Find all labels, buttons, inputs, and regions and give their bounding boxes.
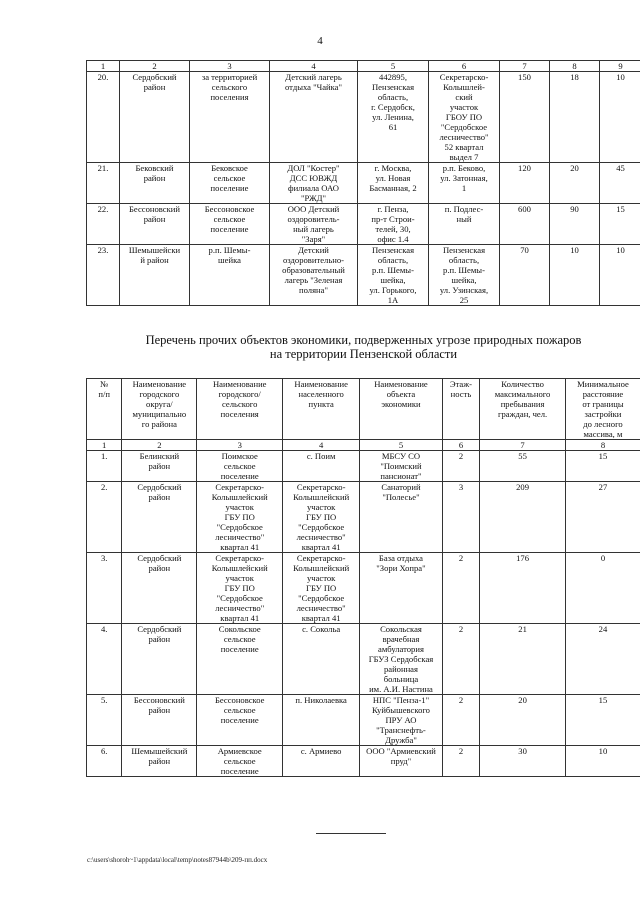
column-header: № п/п [87, 379, 122, 440]
table-cell: 2. [87, 482, 122, 553]
column-number: 3 [190, 61, 270, 72]
table-cell: 2 [442, 746, 480, 777]
table-row [87, 695, 640, 746]
column-number: 1 [87, 440, 122, 451]
table-cell: Секретарско- Колышлейский участок ГБУ ПО "Сердобское лесничество" квартал 41 [197, 482, 283, 553]
column-number: 8 [565, 440, 640, 451]
table-cell: 20. [87, 72, 120, 163]
column-number: 6 [429, 61, 500, 72]
table-cell: с. Сокольа [283, 624, 360, 695]
column-number: 4 [283, 440, 360, 451]
table-row [87, 482, 640, 553]
table-cell: 176 [480, 553, 566, 624]
table-cell: Секретарско- Колышлейский участок ГБУ ПО "Сердобское лесничество" квартал 41 [197, 553, 283, 624]
footer-file-path: c:\users\shoroh~1\appdata\local\temp\notes87944b\209-пп.docx [87, 856, 268, 864]
column-header: Количество максимального пребывания граждан, чел. [480, 379, 566, 440]
table-cell: 70 [500, 245, 550, 306]
table-cell: 90 [550, 204, 600, 245]
table-cell: НПС "Пенза-1" Куйбышевского ПРУ АО "Транснефть- Дружба" [360, 695, 443, 746]
table-cell: 10 [600, 72, 640, 163]
column-number: 2 [122, 440, 197, 451]
footer-rule [316, 833, 386, 834]
page-number: 4 [317, 35, 323, 47]
column-number-row [87, 440, 640, 451]
table-cell: Сердобский район [122, 482, 197, 553]
economy-objects-table [86, 378, 640, 777]
table-cell: 2 [442, 695, 480, 746]
table-cell: 10 [600, 245, 640, 306]
table-row [87, 204, 640, 245]
table-cell: 55 [480, 451, 566, 482]
column-number: 1 [87, 61, 120, 72]
table-cell: Бессоновский район [122, 695, 197, 746]
table-row [87, 163, 640, 204]
table-cell: 20 [480, 695, 566, 746]
table-cell: Шемышейски й район [120, 245, 190, 306]
table-cell: 3. [87, 553, 122, 624]
table-cell: 22. [87, 204, 120, 245]
table-cell: 442895, Пензенская область, г. Сердобск, ул. Ленина, 61 [358, 72, 429, 163]
table-cell: 120 [500, 163, 550, 204]
table-cell: п. Подлес- ный [429, 204, 500, 245]
table-cell: 2 [442, 624, 480, 695]
table-cell: Детский лагерь отдыха "Чайка" [270, 72, 358, 163]
table-cell: с. Поим [283, 451, 360, 482]
table-cell: ООО Детский оздоровитель- ный лагерь "Заря" [270, 204, 358, 245]
table-cell: ДОЛ "Костер" ДСС ЮВЖД филиала ОАО "РЖД" [270, 163, 358, 204]
table-cell: МБСУ СО "Поимский пансионат" [360, 451, 443, 482]
column-number: 5 [360, 440, 443, 451]
table-cell: 5. [87, 695, 122, 746]
table-cell: Шемышейский район [122, 746, 197, 777]
table-cell: 45 [600, 163, 640, 204]
column-header: Этаж- ность [442, 379, 480, 440]
table-cell: р.п. Шемы- шейка [190, 245, 270, 306]
column-header: Наименование городского/ сельского поселения [197, 379, 283, 440]
table-cell: 15 [565, 695, 640, 746]
table-cell: Поимское сельское поселение [197, 451, 283, 482]
table-row [87, 553, 640, 624]
table-cell: 0 [565, 553, 640, 624]
table-cell: Детский оздоровительно- образовательный лагерь "Зеленая поляна" [270, 245, 358, 306]
table-cell: Секретарско- Колышлей- ский участок ГБОУ ПО "Сердобское лесничество" 52 квартал выдел 7 [429, 72, 500, 163]
table-cell: п. Николаевка [283, 695, 360, 746]
table-cell: 10 [550, 245, 600, 306]
table-cell: 20 [550, 163, 600, 204]
table-cell: р.п. Беково, ул. Затонная, 1 [429, 163, 500, 204]
table-cell: 2 [442, 553, 480, 624]
table-cell: 27 [565, 482, 640, 553]
table-cell: 600 [500, 204, 550, 245]
children-camps-table [86, 60, 640, 306]
table-cell: Сердобский район [122, 553, 197, 624]
table-cell: 150 [500, 72, 550, 163]
column-number: 4 [270, 61, 358, 72]
table-cell: 209 [480, 482, 566, 553]
table-row [87, 746, 640, 777]
table-cell: База отдыха "Зори Хопра" [360, 553, 443, 624]
table-cell: 18 [550, 72, 600, 163]
table-row [87, 72, 640, 163]
table-cell: г. Пенза, пр-т Строи- телей, 30, офис 1.4 [358, 204, 429, 245]
column-header: Наименование городского округа/ муниципально го района [122, 379, 197, 440]
column-number: 7 [480, 440, 566, 451]
table-cell: 10 [565, 746, 640, 777]
table-cell: Сокольское сельское поселение [197, 624, 283, 695]
table-cell: Пензенская область, р.п. Шемы- шейка, ул. Узинская, 25 [429, 245, 500, 306]
table-cell: Секретарско- Колышлейский участок ГБУ ПО "Сердобское лесничество" квартал 41 [283, 482, 360, 553]
table-cell: Бековское сельское поселение [190, 163, 270, 204]
table-cell: Армиевское сельское поселение [197, 746, 283, 777]
column-number: 7 [500, 61, 550, 72]
column-header: Наименование населенного пункта [283, 379, 360, 440]
header-row [87, 379, 640, 440]
column-number-row [87, 61, 640, 72]
table-cell: 23. [87, 245, 120, 306]
table-cell: 30 [480, 746, 566, 777]
table-cell: Бессоновский район [120, 204, 190, 245]
table-cell: с. Армиево [283, 746, 360, 777]
table-cell: за территорией сельского поселения [190, 72, 270, 163]
table-cell: Сокольская врачебная амбулатория ГБУЗ Сердобская районная больница им. А.И. Настина [360, 624, 443, 695]
table-cell: 1. [87, 451, 122, 482]
column-number: 8 [550, 61, 600, 72]
column-number: 5 [358, 61, 429, 72]
table-cell: 15 [600, 204, 640, 245]
column-number: 3 [197, 440, 283, 451]
table-cell: Санаторий "Полесье" [360, 482, 443, 553]
column-number: 2 [120, 61, 190, 72]
table-cell: 21 [480, 624, 566, 695]
table-cell: ООО "Армиевский пруд" [360, 746, 443, 777]
column-header: Минимальное расстояние от границы застройки до лесного массива, м [565, 379, 640, 440]
table-cell: г. Москва, ул. Новая Басманная, 2 [358, 163, 429, 204]
table-cell: 4. [87, 624, 122, 695]
column-header: Наименование объекта экономики [360, 379, 443, 440]
table-cell: 15 [565, 451, 640, 482]
column-number: 6 [442, 440, 480, 451]
table-cell: 21. [87, 163, 120, 204]
table-cell: 3 [442, 482, 480, 553]
column-number: 9 [600, 61, 640, 72]
table-cell: Сердобский район [122, 624, 197, 695]
table-cell: Секретарско- Колышлейский участок ГБУ ПО "Сердобское лесничество" квартал 41 [283, 553, 360, 624]
table-cell: 2 [442, 451, 480, 482]
table-cell: Бессоновское сельское поселение [197, 695, 283, 746]
table-row [87, 624, 640, 695]
table-cell: Пензенская область, р.п. Шемы- шейка, ул. Горького, 1А [358, 245, 429, 306]
table-cell: Бековский район [120, 163, 190, 204]
table-cell: Сердобский район [120, 72, 190, 163]
table-cell: Бессоновское сельское поселение [190, 204, 270, 245]
table-row [87, 245, 640, 306]
table-cell: Белинский район [122, 451, 197, 482]
table-cell: 6. [87, 746, 122, 777]
table-row [87, 451, 640, 482]
table-cell: 24 [565, 624, 640, 695]
section-title: Перечень прочих объектов экономики, подверженных угрозе природных пожаров на территории Пензенской области [145, 333, 582, 361]
